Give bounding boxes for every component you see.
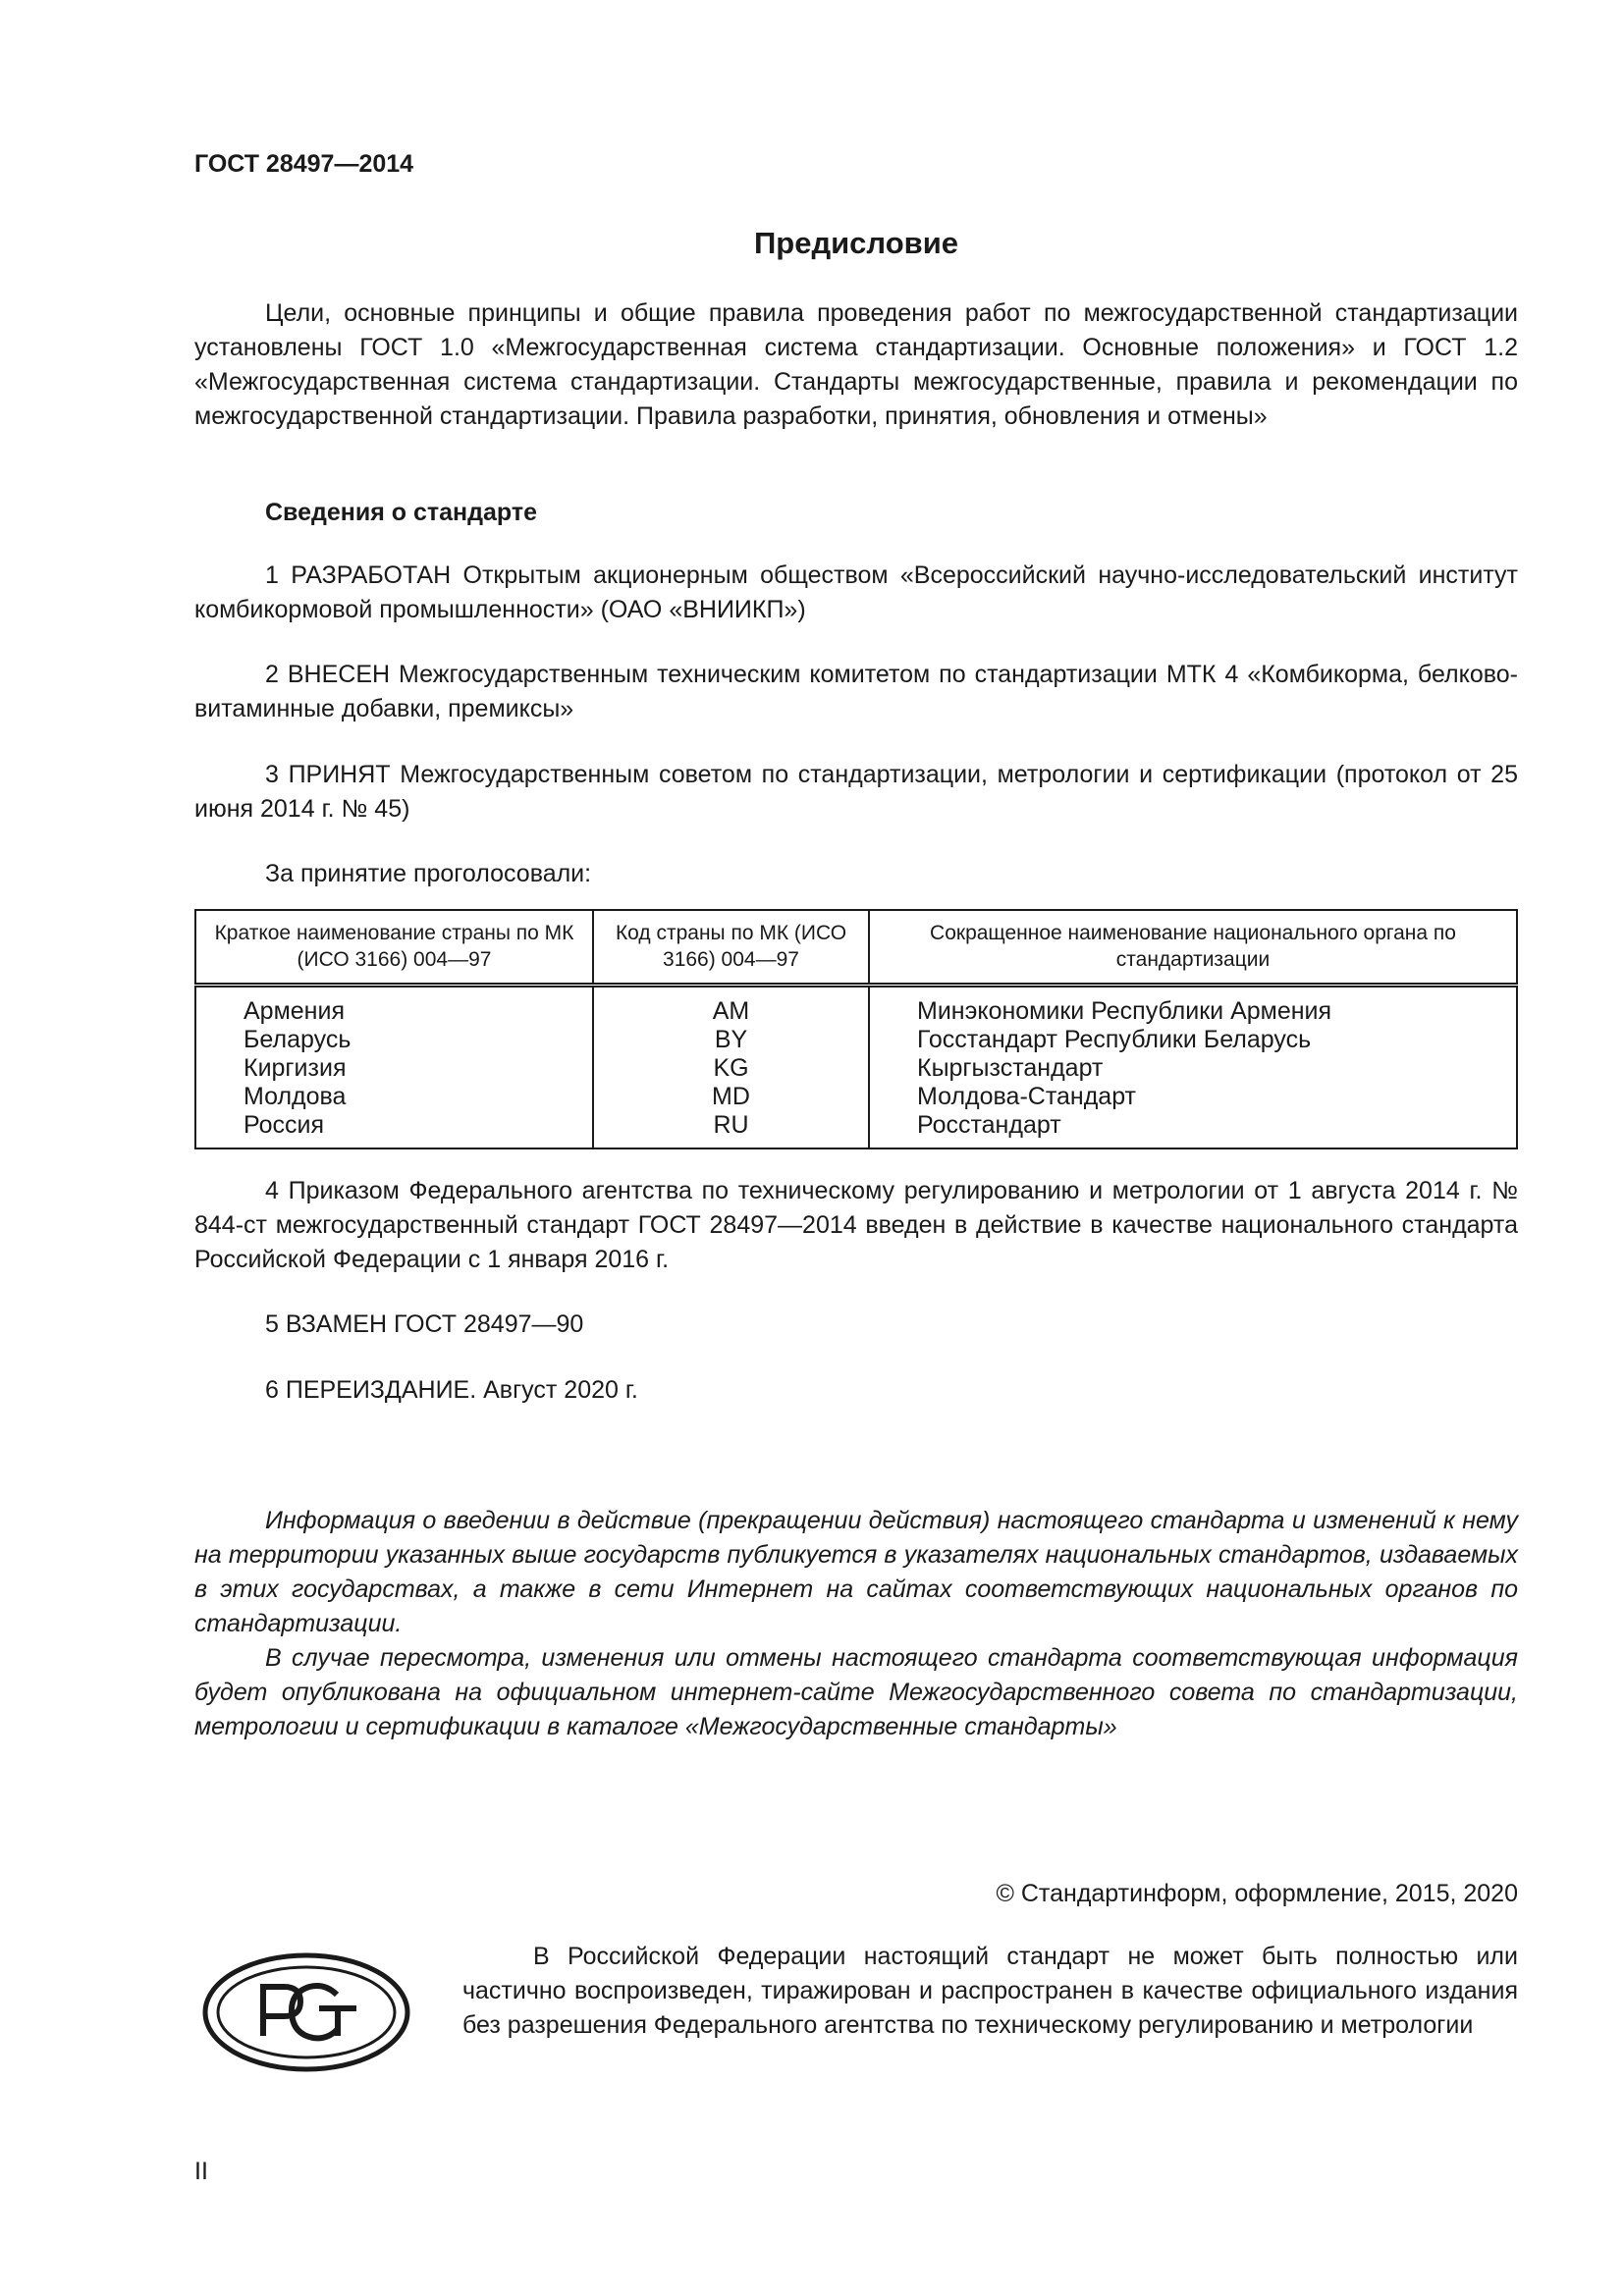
item-developed: 1 РАЗРАБОТАН Открытым акционерным обществом «Всероссийский научно-исследовательский институт комбикормовой промышленности» (ОАО «ВНИИКП») bbox=[194, 561, 1518, 623]
standards-body: Минэкономики Республики Армения bbox=[869, 986, 1517, 1027]
page-title: Предисловие bbox=[753, 226, 958, 260]
item-order: 4 Приказом Федерального агентства по техническому регулированию и метрологии от 1 августа 2014 г. № 844-ст межгосударственный стандарт ГОСТ 28497—2014 введен в действие в качестве национального стандарта Российской Федерации с 1 января 2016 г. bbox=[194, 1177, 1518, 1273]
document-header: ГОСТ 28497—2014 bbox=[194, 150, 414, 178]
country-code: KG bbox=[593, 1054, 869, 1083]
item-replaces: 5 ВЗАМЕН ГОСТ 28497—90 bbox=[265, 1310, 584, 1338]
page-number: II bbox=[194, 2158, 208, 2185]
intro-paragraph: Цели, основные принципы и общие правила проведения работ по межгосударственной стандартизации установлены ГОСТ 1.0 «Межгосударственная система стандартизации. Основные положения» и ГОСТ 1.2 «Межгосударственная система стандартизации. Стандарты межгосударственные, правила и рекомендации по межгосударственной стандартизации. Правила разработки, принятия, обновления и отмены» bbox=[194, 299, 1518, 430]
standards-body: Кыргызстандарт bbox=[869, 1054, 1517, 1083]
column-header: Краткое наименование страны по МК (ИСО 3166) 004—97 bbox=[195, 910, 593, 986]
table-row bbox=[195, 1026, 1517, 1054]
standards-body: Молдова-Стандарт bbox=[869, 1083, 1517, 1111]
country-code: RU bbox=[593, 1111, 869, 1148]
country-code: AM bbox=[593, 986, 869, 1027]
standards-body: Госстандарт Республики Беларусь bbox=[869, 1026, 1517, 1054]
rst-certification-mark-icon bbox=[201, 1951, 411, 2073]
item-adopted: 3 ПРИНЯТ Межгосударственным советом по стандартизации, метрологии и сертификации (протокол от 25 июня 2014 г. № 45) bbox=[194, 761, 1518, 823]
column-header: Код страны по МК (ИСО 3166) 004—97 bbox=[593, 910, 869, 986]
item-introduced: 2 ВНЕСЕН Межгосударственным техническим комитетом по стандартизации МТК 4 «Комбикорма, белково-витаминные добавки, премиксы» bbox=[194, 661, 1518, 722]
copyright-notice: В Российской Федерации настоящий стандарт не может быть полностью или частично воспроизведен, тиражирован и распространен в качестве официального издания без разрешения Федерального агентства по техническому регулированию и метрологии bbox=[462, 1943, 1518, 2039]
item-reissue: 6 ПЕРЕИЗДАНИЕ. Август 2020 г. bbox=[265, 1376, 638, 1404]
table-row bbox=[195, 986, 1517, 1027]
section-heading: Сведения о стандарте bbox=[265, 499, 538, 526]
country-code: BY bbox=[593, 1026, 869, 1054]
country-name: Молдова bbox=[195, 1083, 593, 1111]
voting-table bbox=[194, 909, 1518, 1149]
country-name: Россия bbox=[195, 1111, 593, 1148]
table-row bbox=[195, 1083, 1517, 1111]
country-name: Армения bbox=[195, 986, 593, 1027]
column-header: Сокращенное наименование национального органа по стандартизации bbox=[869, 910, 1517, 986]
table-row bbox=[195, 1111, 1517, 1148]
table-row bbox=[195, 1054, 1517, 1083]
info-paragraph-revision: В случае пересмотра, изменения или отмены настоящего стандарта соответствующая информация будет опубликована на официальном интернет-сайте Межгосударственного совета по стандартизации, метрологии и сертификации в каталоге «Межгосударственные стандарты» bbox=[194, 1644, 1518, 1740]
country-name: Киргизия bbox=[195, 1054, 593, 1083]
country-name: Беларусь bbox=[195, 1026, 593, 1054]
country-code: MD bbox=[593, 1083, 869, 1111]
standards-body: Росстандарт bbox=[869, 1111, 1517, 1148]
info-paragraph-publication: Информация о введении в действие (прекращении действия) настоящего стандарта и изменений к нему на территории указанных выше государств публикуется в указателях национальных стандартов, издаваемых в этих государствах, а также в сети Интернет на сайтах соответствующих национальных органов по стандартизации. bbox=[194, 1507, 1518, 1637]
copyright-line: © Стандартинформ, оформление, 2015, 2020 bbox=[996, 1880, 1518, 1907]
table-header-row bbox=[195, 910, 1517, 986]
voted-label: За принятие проголосовали: bbox=[265, 860, 592, 887]
